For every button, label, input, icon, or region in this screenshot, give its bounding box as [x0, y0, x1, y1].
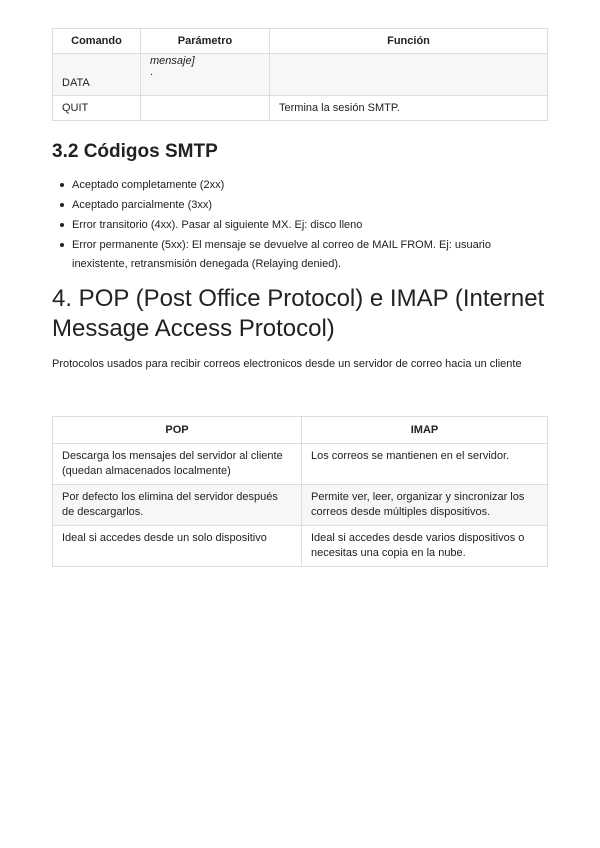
pop-imap-comparison-table — [52, 416, 548, 567]
bullet-icon — [60, 203, 64, 207]
column-header: Comando — [53, 29, 141, 54]
intro-paragraph: Protocolos usados para recibir correos electronicos desde un servidor de correo hacia un cliente — [52, 358, 522, 370]
table-row — [53, 485, 548, 526]
parameter-extra: . — [150, 66, 154, 78]
bullet-icon — [60, 183, 64, 187]
function-cell: Termina la sesión SMTP. — [270, 96, 548, 121]
table-row — [53, 96, 548, 121]
table-cell: Los correos se mantienen en el servidor. — [302, 444, 548, 485]
section-heading-smtp-codes: 3.2 Códigos SMTP — [52, 141, 218, 162]
column-header-imap: IMAP — [302, 417, 548, 444]
command-cell: DATA — [53, 54, 141, 96]
table-row — [53, 526, 548, 567]
table-header-row — [53, 29, 548, 54]
list-item — [72, 176, 548, 195]
table-cell: Permite ver, leer, organizar y sincronizar los correos desde múltiples dispositivos. — [302, 485, 548, 526]
list-item-text: Error transitorio (4xx). Pasar al siguiente MX. Ej: disco lleno — [72, 219, 363, 231]
parameter-cell — [141, 54, 270, 96]
command-cell: QUIT — [53, 96, 141, 121]
bullet-icon — [60, 243, 64, 247]
list-item-text: Aceptado completamente (2xx) — [72, 179, 225, 191]
table-header-row — [53, 417, 548, 444]
column-header: Función — [270, 29, 548, 54]
list-item — [72, 236, 548, 274]
parameter-text: mensaje] — [150, 55, 195, 67]
column-header: Parámetro — [141, 29, 270, 54]
table-cell: Ideal si accedes desde varios dispositivos o necesitas una copia en la nube. — [302, 526, 548, 567]
table-row — [53, 444, 548, 485]
list-item — [72, 216, 548, 235]
list-item — [72, 196, 548, 215]
table-cell: Por defecto los elimina del servidor después de descargarlos. — [53, 485, 302, 526]
smtp-commands-table — [52, 28, 548, 121]
table-cell: Descarga los mensajes del servidor al cliente (quedan almacenados localmente) — [53, 444, 302, 485]
table-row — [53, 54, 548, 96]
column-header-pop: POP — [53, 417, 302, 444]
function-cell — [270, 54, 548, 96]
table-cell: Ideal si accedes desde un solo dispositivo — [53, 526, 302, 567]
bullet-icon — [60, 223, 64, 227]
list-item-text: Aceptado parcialmente (3xx) — [72, 199, 213, 211]
section-heading-pop-imap: 4. POP (Post Office Protocol) e IMAP (Internet Message Access Protocol) — [52, 285, 545, 342]
smtp-codes-list — [52, 176, 548, 275]
list-item-text: Error permanente (5xx): El mensaje se devuelve al correo de MAIL FROM. Ej: usuario inexistente, retransmisión denegada (Relaying denied). — [72, 239, 491, 270]
parameter-cell — [141, 96, 270, 121]
